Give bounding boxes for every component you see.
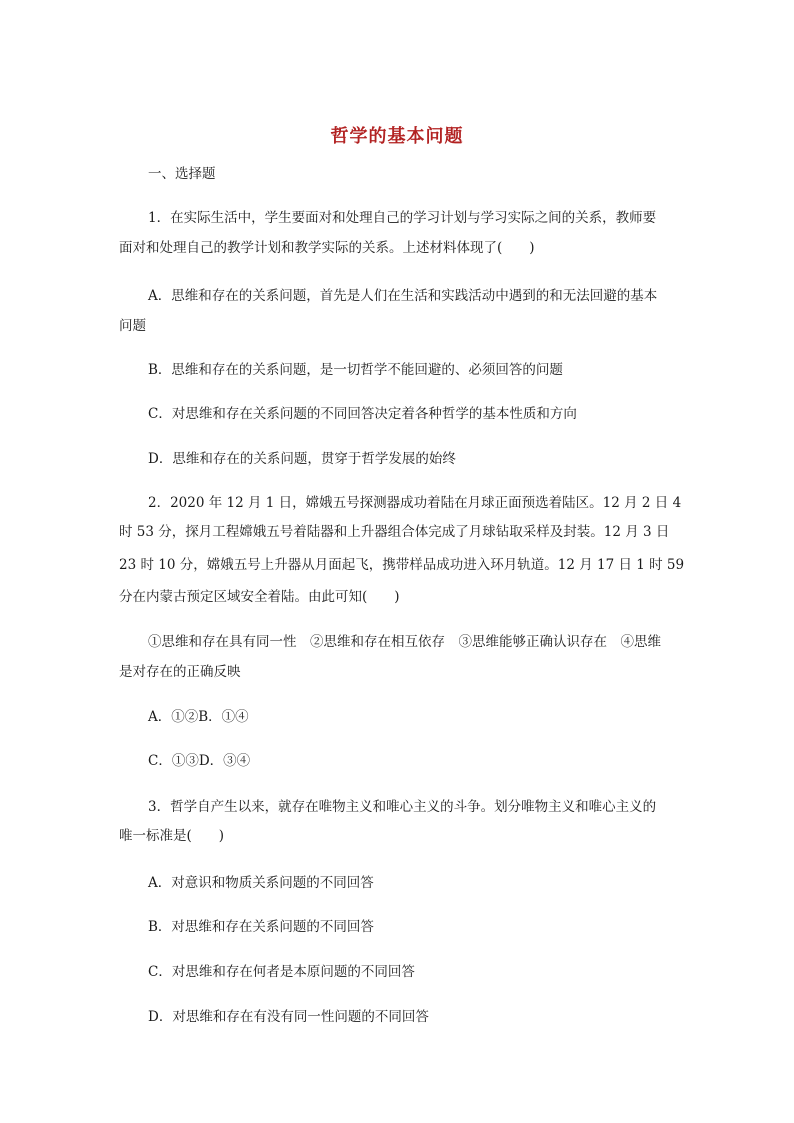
q1-option-a-line-2: 问题 — [119, 318, 146, 334]
q2-stem-line-2: 时 53 分，探月工程嫦娥五号着陆器和上升器组合体完成了月球钻取采样及封装。12 月 3 日 — [119, 524, 670, 540]
q1-option-c: C．对思维和存在关系问题的不同回答决定着各种哲学的基本性质和方向 — [148, 406, 577, 422]
q2-items-line-2: 是对存在的正确反映 — [119, 664, 241, 680]
q1-stem-line-2: 面对和处理自己的教学计划和教学实际的关系。上述材料体现了( ) — [119, 240, 535, 256]
q1-option-d: D．思维和存在的关系问题，贯穿于哲学发展的始终 — [148, 451, 456, 467]
q2-options-ab: A．①②B．①④ — [148, 709, 249, 725]
q1-option-b: B．思维和存在的关系问题，是一切哲学不能回避的、必须回答的问题 — [148, 362, 563, 378]
q3-stem-line-1: 3．哲学自产生以来，就存在唯物主义和唯心主义的斗争。划分唯物主义和唯心主义的 — [148, 799, 657, 815]
section-heading: 一、选择题 — [148, 166, 216, 182]
q1-stem-line-1: 1．在实际生活中，学生要面对和处理自己的学习计划与学习实际之间的关系，教师要 — [148, 210, 657, 226]
q2-stem-line-1: 2．2020 年 12 月 1 日，嫦娥五号探测器成功着陆在月球正面预选着陆区。12 月 2 日 4 — [148, 495, 682, 511]
q3-option-a: A．对意识和物质关系问题的不同回答 — [148, 875, 374, 891]
q3-stem-line-2: 唯一标准是( ) — [119, 828, 225, 844]
q2-stem-line-4: 分在内蒙古预定区域安全着陆。由此可知( ) — [119, 589, 400, 605]
q2-items-line-1: ①思维和存在具有同一性 ②思维和存在相互依存 ③思维能够正确认识存在 ④思维 — [148, 634, 661, 650]
q2-options-cd: C．①③D．③④ — [148, 753, 251, 769]
q2-stem-line-3: 23 时 10 分，嫦娥五号上升器从月面起飞，携带样品成功进入环月轨道。12 月 17 日 1 时 59 — [119, 557, 685, 573]
q3-option-c: C．对思维和存在何者是本原问题的不同回答 — [148, 964, 415, 980]
page-title: 哲学的基本问题 — [330, 126, 464, 147]
q3-option-b: B．对思维和存在关系问题的不同回答 — [148, 919, 374, 935]
q3-option-d: D．对思维和存在有没有同一性问题的不同回答 — [148, 1009, 429, 1025]
q1-option-a-line-1: A．思维和存在的关系问题，首先是人们在生活和实践活动中遇到的和无法回避的基本 — [148, 288, 658, 304]
